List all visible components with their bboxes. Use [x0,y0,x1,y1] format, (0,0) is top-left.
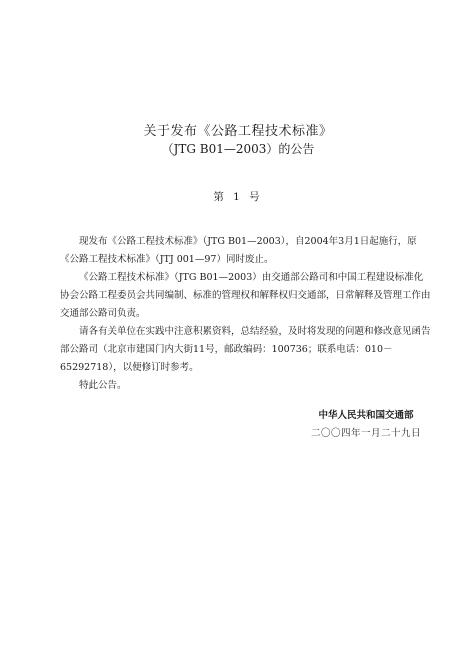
announcement-title: 关于发布《公路工程技术标准》 [143,124,333,139]
paragraph-release: 现发布《公路工程技术标准》（JTG B01—2003），自2004年3月1日起施行，原《公路工程技术标准》（JTJ 001—97）同时废止。 [60,236,417,265]
paragraph-closing: 特此公告。 [79,380,127,391]
issue-date: 二〇〇四年一月二十九日 [310,428,421,439]
issuing-organization: 中华人民共和国交通部 [318,410,414,421]
announcement-body [60,233,432,395]
signature-block [300,407,432,443]
paragraph-management: 《公路工程技术标准》（JTG B01—2003）由交通部公路司和中国工程建设标准化协会公路工程委员会共同编制、标准的管理权和解释权归交通部，日常解释及管理工作由交通部公路司负责。 [60,272,431,319]
paragraph-feedback: 请各有关单位在实践中注意积累资料，总结经验，及时将发现的问题和修改意见函告部公路司（北京市建国门内大街11号，邮政编码：100736；联系电话：010－65292718），以便修订时参考。 [60,326,431,373]
document-number: 第 1 号 [213,191,263,203]
announcement-subtitle: （JTG B01—2003）的公告 [161,142,315,156]
